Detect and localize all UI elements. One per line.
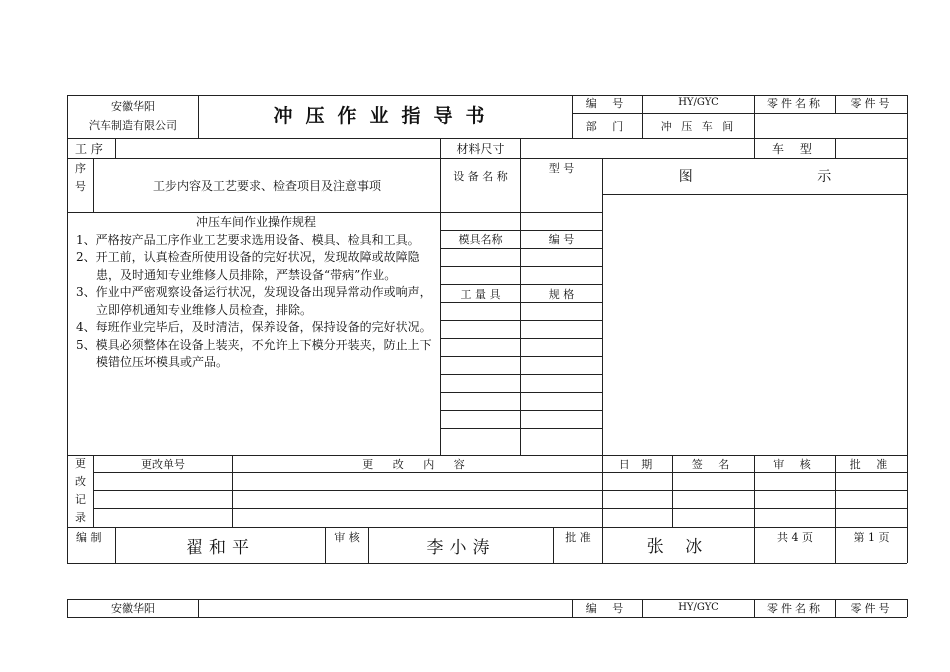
equipment-name-label: 设 备 名 称: [453, 170, 508, 183]
procedure-item: 5、模具必须整体在设备上装夹，不允许上下模分开装夹，防止上下模错位压坏模具或产品。: [76, 337, 432, 369]
part-number-label: 零件号: [850, 97, 893, 110]
next-part-number-label: 零件号: [850, 602, 893, 615]
part-name-label: 零件名称: [767, 97, 823, 110]
change-record-side-label: 更: [75, 457, 86, 470]
content-header: 工步内容及工艺要求、检查项目及注意事项: [152, 179, 381, 193]
seq-label: 序: [75, 162, 86, 175]
model-label: 型 号: [548, 162, 575, 175]
next-number-value: HY/GYC: [678, 602, 719, 613]
diagram-label: 图 示: [678, 169, 892, 185]
seq-label-2: 号: [75, 180, 86, 193]
next-company-name: 安徽华阳: [111, 602, 155, 615]
change-record-side-label: 记: [75, 493, 86, 506]
review-label: 审 核: [773, 458, 817, 471]
procedure-heading: 冲压车间作业操作规程: [195, 215, 316, 229]
reviewed-by: 李小涛: [426, 538, 496, 558]
number-value: HY/GYC: [678, 97, 719, 108]
signature-label: 签 名: [691, 458, 736, 471]
prepared-label: 编 制: [76, 531, 102, 544]
total-pages: 共 4 页: [777, 531, 813, 544]
procedure-item: 1、严格按产品工序作业工艺要求选用设备、模具、检具和工具。: [76, 232, 420, 247]
prepared-by: 翟和平: [186, 538, 255, 558]
department-label: 部 门: [585, 120, 630, 133]
department-value: 冲 压 车 间: [660, 120, 737, 133]
page-number: 第 1 页: [853, 531, 890, 544]
procedure-item: 2、开工前，认真检查所使用设备的完好状况，发现故障或故障隐患，及时通知专业维修人员排除，严禁设备“带病”作业。: [76, 250, 420, 282]
gauge-label: 工 量 具: [460, 288, 501, 301]
approved-label: 批 准: [565, 531, 591, 544]
company-name-line2: 汽车制造有限公司: [89, 119, 177, 132]
die-name-label: 模具名称: [458, 233, 503, 246]
change-record-side-label: 改: [75, 475, 86, 488]
procedure-text: [76, 214, 436, 372]
material-size-label: 材料尺寸: [456, 142, 505, 156]
company-name-line1: 安徽华阳: [111, 100, 155, 113]
die-number-label: 编 号: [548, 233, 575, 246]
process-label: 工 序: [75, 142, 103, 156]
approved-by: 张 冰: [646, 537, 711, 557]
approve-label: 批 准: [849, 458, 894, 471]
next-number-label: 编 号: [585, 602, 630, 615]
next-part-name-label: 零件名称: [767, 602, 823, 615]
procedure-item: 3、作业中严密观察设备运行状况，发现设备出现异常动作或响声，立即停机通知专业维修人员检查，排除。: [76, 285, 432, 317]
reviewed-label: 审 核: [334, 531, 360, 544]
change-number-label: 更改单号: [141, 458, 185, 471]
date-label: 日 期: [618, 458, 657, 471]
number-label: 编 号: [585, 97, 630, 110]
spec-label: 规 格: [548, 288, 575, 301]
document-title: 冲压作业指导书: [273, 105, 498, 127]
change-content-label: 更 改 内 容: [362, 458, 473, 471]
change-record-side-label: 录: [75, 511, 86, 524]
procedure-item: 4、每班作业完毕后，及时清洁，保养设备，保持设备的完好状况。: [76, 320, 432, 334]
vehicle-type-label: 车 型: [772, 142, 818, 156]
